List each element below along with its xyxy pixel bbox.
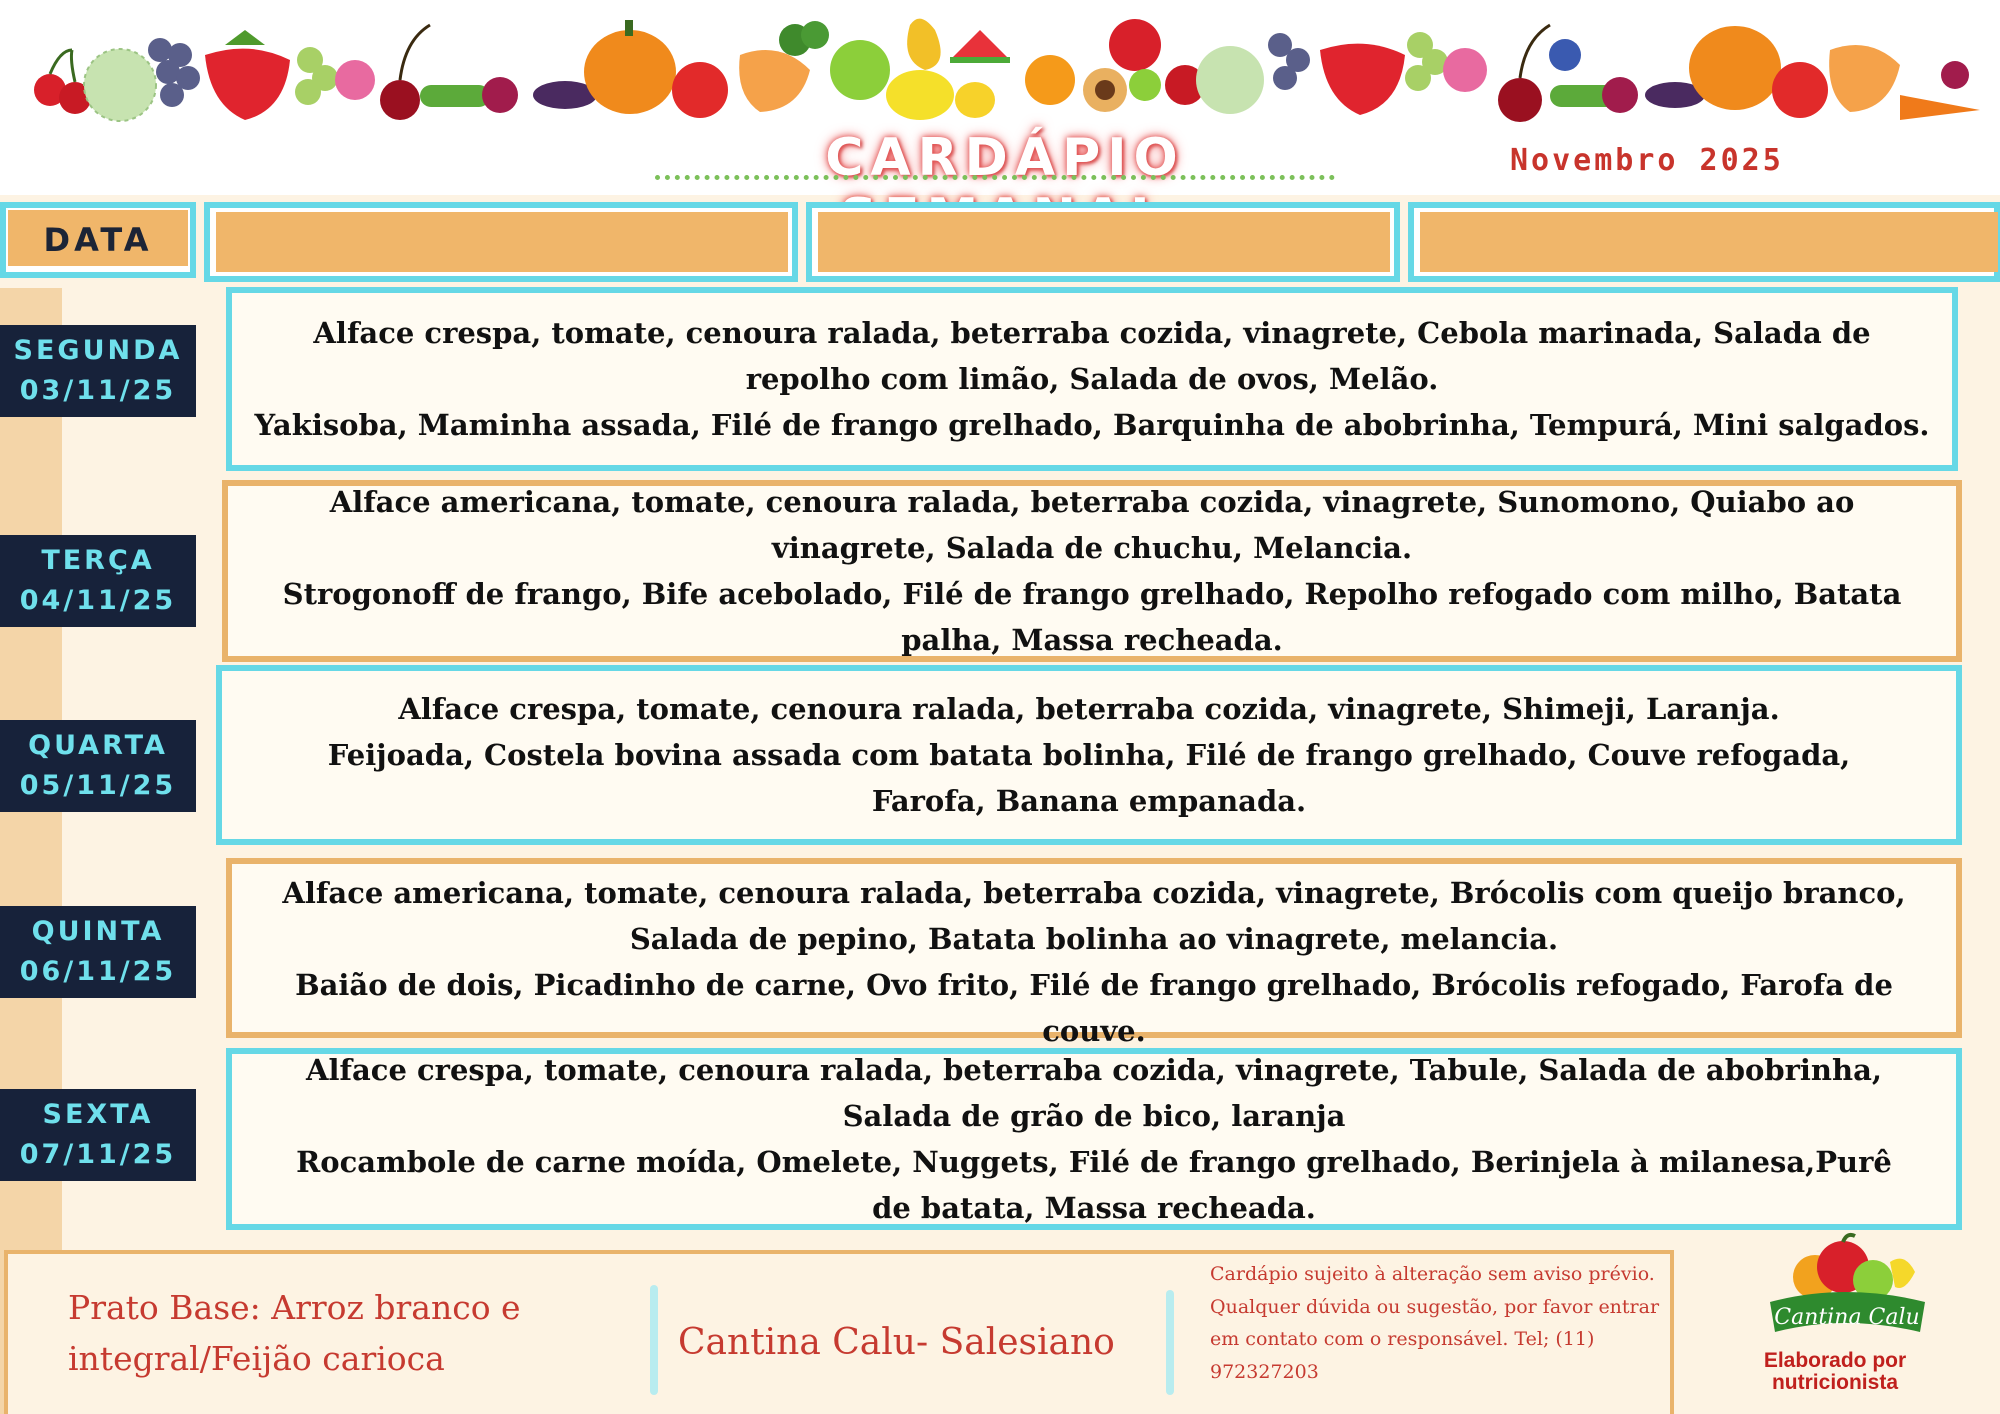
menu-mains: Yakisoba, Maminha assada, Filé de frango grelhado, Barquinha de abobrinha, Tempurá, Mini salgados. [254,408,1930,442]
menu-salads: Alface crespa, tomate, cenoura ralada, beterraba cozida, vinagrete, Cebola marinada, Salada de repolho com limão, Salada de ovos, Melão. [313,316,1871,396]
day-tag-quinta [0,906,196,998]
date-label: 06/11/25 [19,956,177,987]
logo-text: Cantina Calu [1774,1305,1920,1330]
menu-quarta [216,665,1962,845]
day-tag-segunda [0,325,196,417]
menu-salads: Alface americana, tomate, cenoura ralada, beterraba cozida, vinagrete, Sunomono, Quiabo ao vinagrete, Salada de chuchu, Melancia. [329,485,1855,565]
menu-mains: Strogonoff de frango, Bife acebolado, Filé de frango grelhado, Repolho refogado com milho, Batata palha, Massa recheada. [282,577,1902,657]
cantina-calu-logo [1755,1232,1935,1352]
date-label: 04/11/25 [19,585,177,616]
header-column-3-fill [1420,212,1998,272]
menu-terca [222,480,1962,662]
footer-divider [1166,1290,1174,1395]
month-label: Novembro 2025 [1510,143,1784,178]
logo-caption: Elaborado por nutricionista [1763,1349,1907,1394]
menu-salads: Alface crespa, tomate, cenoura ralada, beterraba cozida, vinagrete, Tabule, Salada de abobrinha, Salada de grão de bico, laranja [306,1053,1882,1133]
disclaimer-text: Cardápio sujeito à alteração sem aviso prévio. Qualquer dúvida ou sugestão, por favor entrar em contato com o responsável. Tel; (11) 972327203 [1210,1263,1660,1383]
weekday-label: QUARTA [28,730,168,761]
menu-mains-cont: Farofa, Banana empanada. [871,784,1307,818]
day-tag-sexta [0,1089,196,1181]
menu-mains: Rocambole de carne moída, Omelete, Nuggets, Filé de frango grelhado, Berinjela à milanesa,Purê de batata, Massa recheada. [296,1145,1892,1225]
menu-mains: Baião de dois, Picadinho de carne, Ovo frito, Filé de frango grelhado, Brócolis refogado, Farofa de couve. [295,968,1893,1048]
fruit-illustrations [34,19,1980,122]
cantina-name: Cantina Calu- Salesiano [678,1322,1115,1363]
date-label: 03/11/25 [19,375,177,406]
page-title: CARDÁPIO [825,128,1185,188]
weekday-label: SEGUNDA [13,335,183,366]
weekday-label: QUINTA [31,916,165,947]
menu-segunda [226,287,1958,471]
left-stripe [0,288,62,1414]
weekday-label: SEXTA [42,1099,154,1130]
day-tag-terca [0,535,196,627]
menu-mains: Feijoada, Costela bovina assada com batata bolinha, Filé de frango grelhado, Couve refogada, [327,738,1851,772]
date-label: 05/11/25 [19,770,177,801]
menu-salads: Alface crespa, tomate, cenoura ralada, beterraba cozida, vinagrete, Shimeji, Laranja. [398,692,1780,726]
header-column-1-fill [216,212,788,272]
fruit-banner [20,0,2000,135]
date-label: 07/11/25 [19,1139,177,1170]
header-column-2-fill [818,212,1390,272]
day-tag-quarta [0,720,196,812]
footer-divider [650,1285,658,1395]
menu-quinta [226,858,1962,1048]
title-underline-dots [655,168,1335,180]
prato-base-text: Prato Base: Arroz branco e integral/Feijão carioca [68,1288,521,1378]
weekday-label: TERÇA [41,545,155,576]
data-label: DATA [8,210,188,270]
menu-sexta [226,1048,1962,1230]
menu-salads: Alface americana, tomate, cenoura ralada, beterraba cozida, vinagrete, Brócolis com queijo branco, Salada de pepino, Batata bolinha ao vinagrete, melancia. [282,876,1906,956]
